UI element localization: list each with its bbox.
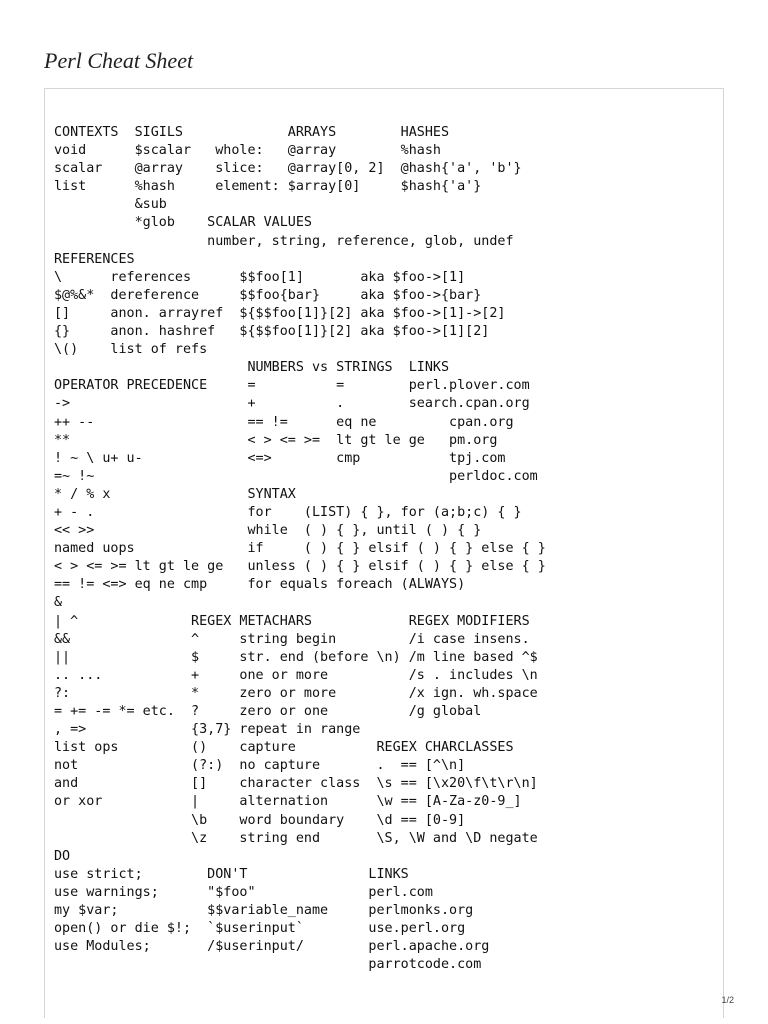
sheet-line: * / % x SYNTAX <box>54 486 296 502</box>
sheet-line: ?: * zero or more /x ign. wh.space <box>54 685 538 701</box>
sheet-line: NUMBERS vs STRINGS LINKS <box>54 360 450 376</box>
sheet-line: && ^ string begin /i case insens. <box>54 631 530 647</box>
sheet-line: named uops if ( ) { } elsif ( ) { } else { } <box>54 541 546 557</box>
sheet-line: \z string end \S, \W and \D negate <box>54 830 538 846</box>
sheet-line: + - . for (LIST) { }, for (a;b;c) { } <box>54 504 522 520</box>
sheet-line: OPERATOR PRECEDENCE = = perl.plover.com <box>54 378 530 394</box>
page-number: 1/2 <box>721 995 734 1005</box>
sheet-line: < > <= >= lt gt le ge unless ( ) { } elsif ( ) { } else { } <box>54 559 546 575</box>
sheet-line: .. ... + one or more /s . includes \n <box>54 667 538 683</box>
sheet-line: ! ~ \ u+ u- <=> cmp tpj.com <box>54 450 506 466</box>
sheet-line: *glob SCALAR VALUES <box>54 215 312 231</box>
sheet-line: , => {3,7} repeat in range <box>54 722 361 738</box>
sheet-line: number, string, reference, glob, undef <box>54 233 514 249</box>
sheet-line: | ^ REGEX METACHARS REGEX MODIFIERS <box>54 613 530 629</box>
sheet-line: [] anon. arrayref ${$$foo[1]}[2] aka $foo->[1]->[2] <box>54 305 506 321</box>
sheet-line: = += -= *= etc. ? zero or one /g global <box>54 704 482 719</box>
sheet-line: CONTEXTS SIGILS ARRAYS HASHES <box>54 125 450 140</box>
sheet-line: void $scalar whole: @array %hash <box>54 143 441 159</box>
sheet-line: == != <=> eq ne cmp for equals foreach (ALWAYS) <box>54 577 466 593</box>
sheet-line: &sub <box>54 197 167 213</box>
sheet-line: \ references $$foo[1] aka $foo->[1] <box>54 269 466 285</box>
sheet-line: list ops () capture REGEX CHARCLASSES <box>54 740 514 756</box>
sheet-line: ++ -- == != eq ne cpan.org <box>54 414 514 430</box>
sheet-line: parrotcode.com <box>54 957 482 973</box>
sheet-line: -> + . search.cpan.org <box>54 396 530 412</box>
sheet-line: \() list of refs <box>54 342 208 358</box>
sheet-line: use warnings; "$foo" perl.com <box>54 884 433 900</box>
sheet-line: DO <box>54 848 71 864</box>
sheet-line: << >> while ( ) { }, until ( ) { } <box>54 523 482 539</box>
sheet-line: ** < > <= >= lt gt le ge pm.org <box>54 432 498 448</box>
page-title: Perl Cheat Sheet <box>44 48 194 73</box>
sheet-line: || $ str. end (before \n) /m line based ^$ <box>54 649 538 665</box>
sheet-line: & <box>54 595 63 611</box>
sheet-line: {} anon. hashref ${$$foo[1]}[2] aka $foo->[1][2] <box>54 324 490 340</box>
sheet-line: REFERENCES <box>54 251 135 267</box>
sheet-line: and [] character class \s == [\x20\f\t\r\n] <box>54 776 538 792</box>
sheet-line: \b word boundary \d == [0-9] <box>54 812 466 828</box>
sheet-line: my $var; $$variable_name perlmonks.org <box>54 903 474 919</box>
sheet-line: list %hash element: $array[0] $hash{'a'} <box>54 179 482 195</box>
sheet-line: open() or die $!; `$userinput` use.perl.org <box>54 921 466 937</box>
sheet-line: not (?:) no capture . == [^\n] <box>54 758 466 774</box>
sheet-line: $@%&* dereference $$foo{bar} aka $foo->{bar} <box>54 287 482 303</box>
sheet-line: =~ !~ perldoc.com <box>54 468 538 484</box>
sheet-line: scalar @array slice: @array[0, 2] @hash{'a', 'b'} <box>54 161 522 177</box>
sheet-line: use Modules; /$userinput/ perl.apache.org <box>54 939 490 955</box>
cheat-sheet-body <box>54 124 714 974</box>
sheet-line: or xor | alternation \w == [A-Za-z0-9_] <box>54 794 522 810</box>
sheet-line: use strict; DON'T LINKS <box>54 866 409 882</box>
